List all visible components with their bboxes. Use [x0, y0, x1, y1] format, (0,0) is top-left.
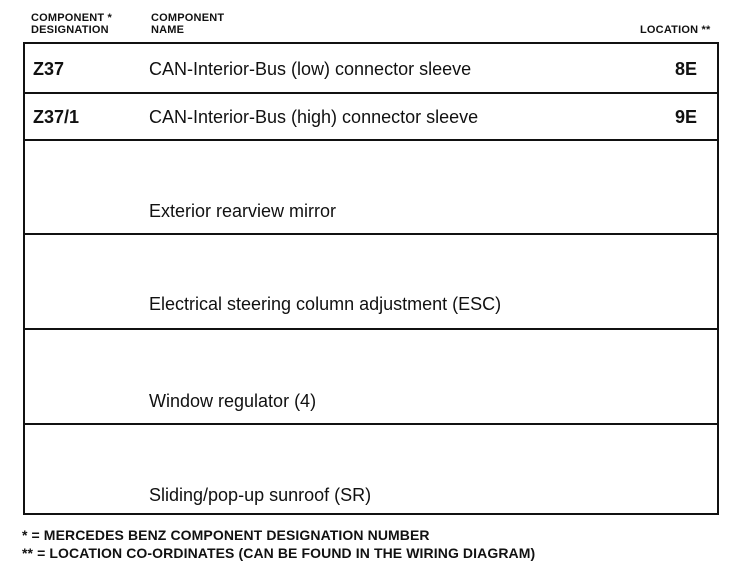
location-cell: 8E: [674, 59, 697, 79]
component-name-cell: Sliding/pop-up sunroof (SR): [149, 485, 372, 505]
component-name-cell: Electrical steering column adjustment (ESC): [149, 294, 502, 314]
designation-cell: Z37/1: [33, 107, 80, 127]
header-designation-line-1: COMPONENT *: [31, 12, 113, 24]
footnote-location: ** = LOCATION CO-ORDINATES (CAN BE FOUND IN THE WIRING DIAGRAM): [22, 545, 536, 561]
designation-cell: Z37: [33, 59, 65, 79]
component-name-cell: Window regulator (4): [149, 391, 317, 411]
component-name-cell: Exterior rearview mirror: [149, 201, 337, 221]
component-name-cell: CAN-Interior-Bus (low) connector sleeve: [149, 59, 472, 79]
table-row: [25, 235, 717, 330]
header-designation-line-2: DESIGNATION: [31, 24, 109, 36]
header-designation: [31, 12, 112, 36]
footnote-designation: * = MERCEDES BENZ COMPONENT DESIGNATION NUMBER: [22, 527, 430, 543]
table-row: [25, 425, 717, 513]
header-location: LOCATION **: [640, 24, 711, 36]
table-row: [25, 330, 717, 425]
table-row: [25, 94, 717, 141]
header-name-line-2: NAME: [151, 24, 185, 36]
location-cell: 9E: [674, 107, 697, 127]
table-row: [25, 141, 717, 235]
header-name: [151, 12, 224, 36]
component-name-cell: CAN-Interior-Bus (high) connector sleeve: [149, 107, 479, 127]
header-name-line-1: COMPONENT: [151, 12, 225, 24]
component-table: [23, 42, 719, 515]
table-row: [25, 44, 717, 94]
